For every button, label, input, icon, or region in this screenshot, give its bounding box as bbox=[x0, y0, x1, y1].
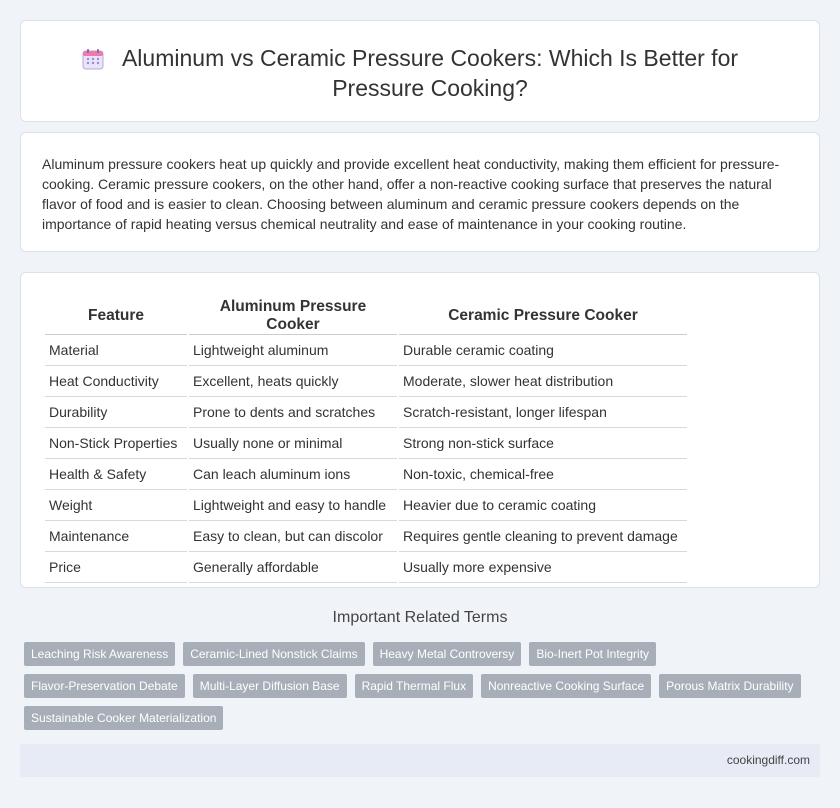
ceramic-cell: Scratch-resistant, longer lifespan bbox=[399, 397, 687, 428]
header-card bbox=[20, 20, 820, 122]
header-feature: Feature bbox=[45, 295, 187, 335]
related-term-tag[interactable]: Leaching Risk Awareness bbox=[24, 642, 175, 666]
feature-cell: Heat Conductivity bbox=[45, 366, 187, 397]
aluminum-cell: Usually none or minimal bbox=[189, 428, 397, 459]
table-row bbox=[45, 552, 687, 583]
table-row bbox=[45, 521, 687, 552]
feature-cell: Price bbox=[45, 552, 187, 583]
table-row bbox=[45, 490, 687, 521]
related-term-tag[interactable]: Nonreactive Cooking Surface bbox=[481, 674, 651, 698]
related-term-tag[interactable]: Multi-Layer Diffusion Base bbox=[193, 674, 347, 698]
table-row bbox=[45, 397, 687, 428]
comparison-table bbox=[43, 295, 689, 583]
feature-cell: Durability bbox=[45, 397, 187, 428]
feature-cell: Non-Stick Properties bbox=[45, 428, 187, 459]
footer bbox=[20, 744, 820, 777]
aluminum-cell: Lightweight aluminum bbox=[189, 335, 397, 366]
footer-site-link[interactable]: cookingdiff.com bbox=[726, 753, 810, 767]
aluminum-cell: Generally affordable bbox=[189, 552, 397, 583]
related-terms-list bbox=[24, 642, 814, 738]
aluminum-cell: Excellent, heats quickly bbox=[189, 366, 397, 397]
header-ceramic: Ceramic Pressure Cooker bbox=[399, 295, 687, 335]
table-row bbox=[45, 428, 687, 459]
intro-paragraph: Aluminum pressure cookers heat up quickly and provide excellent heat conductivity, making them efficient for pressure-cooking. Ceramic pressure cookers, on the other hand, offer a non-reactive cooking surface that preserves the natural flavor of food and is easier to clean. Choosing between aluminum and ceramic pressure cookers depends on the importance of rapid heating versus chemical neutrality and ease of maintenance in your cooking routine. bbox=[42, 156, 780, 232]
ceramic-cell: Usually more expensive bbox=[399, 552, 687, 583]
ceramic-cell: Heavier due to ceramic coating bbox=[399, 490, 687, 521]
table-header-row bbox=[45, 295, 687, 335]
feature-cell: Material bbox=[45, 335, 187, 366]
intro-card bbox=[20, 132, 820, 252]
related-term-tag[interactable]: Heavy Metal Controversy bbox=[373, 642, 522, 666]
related-term-tag[interactable]: Porous Matrix Durability bbox=[659, 674, 800, 698]
feature-cell: Maintenance bbox=[45, 521, 187, 552]
related-term-tag[interactable]: Ceramic-Lined Nonstick Claims bbox=[183, 642, 364, 666]
ceramic-cell: Moderate, slower heat distribution bbox=[399, 366, 687, 397]
related-terms-heading: Important Related Terms bbox=[332, 609, 508, 626]
ceramic-cell: Durable ceramic coating bbox=[399, 335, 687, 366]
page-title: Aluminum vs Ceramic Pressure Cookers: Which Is Better for Pressure Cooking? bbox=[121, 45, 739, 101]
aluminum-cell: Can leach aluminum ions bbox=[189, 459, 397, 490]
ceramic-cell: Strong non-stick surface bbox=[399, 428, 687, 459]
related-term-tag[interactable]: Flavor-Preservation Debate bbox=[24, 674, 185, 698]
aluminum-cell: Easy to clean, but can discolor bbox=[189, 521, 397, 552]
ceramic-cell: Non-toxic, chemical-free bbox=[399, 459, 687, 490]
aluminum-cell: Prone to dents and scratches bbox=[189, 397, 397, 428]
related-term-tag[interactable]: Rapid Thermal Flux bbox=[355, 674, 473, 698]
table-row bbox=[45, 335, 687, 366]
comparison-card bbox=[20, 272, 820, 588]
related-term-tag[interactable]: Bio-Inert Pot Integrity bbox=[529, 642, 656, 666]
feature-cell: Weight bbox=[45, 490, 187, 521]
feature-cell: Health & Safety bbox=[45, 459, 187, 490]
table-row bbox=[45, 459, 687, 490]
header-aluminum: Aluminum Pressure Cooker bbox=[189, 295, 397, 335]
ceramic-cell: Requires gentle cleaning to prevent damage bbox=[399, 521, 687, 552]
aluminum-cell: Lightweight and easy to handle bbox=[189, 490, 397, 521]
related-term-tag[interactable]: Sustainable Cooker Materialization bbox=[24, 706, 223, 730]
table-row bbox=[45, 366, 687, 397]
